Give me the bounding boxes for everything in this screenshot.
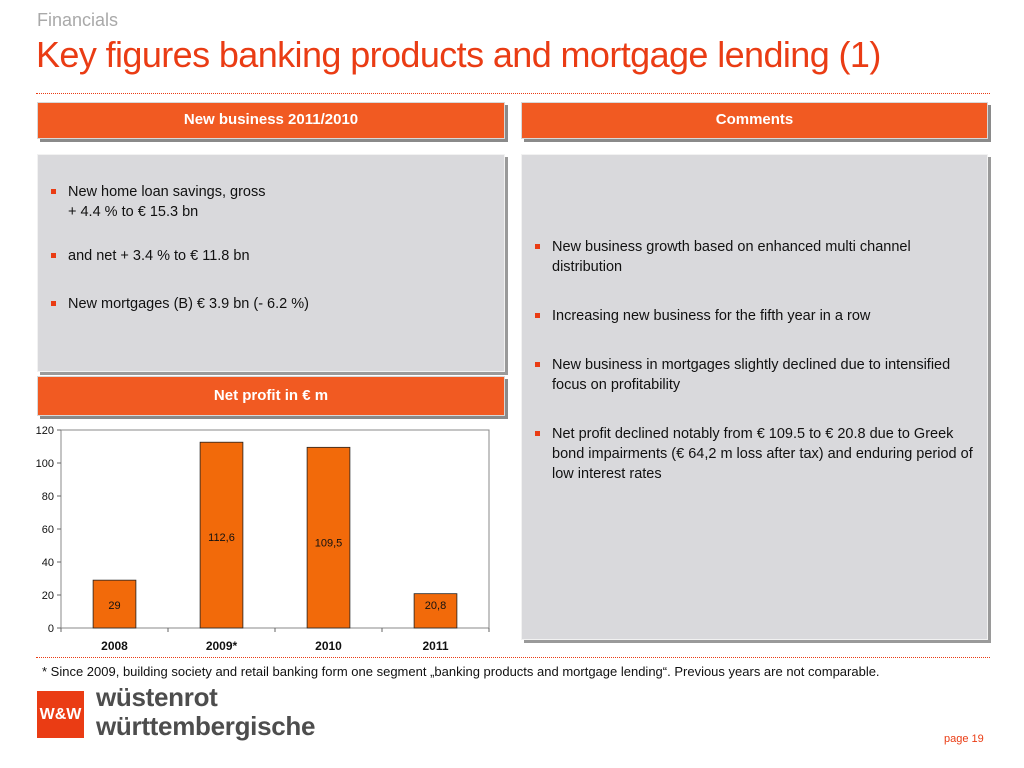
new-business-item-line1: New mortgages (B) € 3.9 bn (- 6.2 %) (68, 296, 309, 312)
new-business-item (38, 246, 504, 266)
logo-line2: württembergische (96, 711, 316, 741)
x-axis (61, 628, 489, 653)
y-axis (36, 425, 61, 635)
page-number: page 19 (944, 733, 984, 745)
new-business-item (38, 182, 504, 222)
new-business-item-line1: and net + 3.4 % to € 11.8 bn (68, 248, 250, 264)
comments-panel (521, 154, 988, 640)
data-label: 112,6 (208, 532, 235, 545)
y-tick-label: 60 (41, 524, 54, 536)
page-title: Key figures banking products and mortgage lending (1) (36, 34, 881, 75)
data-label: 20,8 (424, 600, 447, 612)
x-tick-label: 2008 (101, 639, 128, 653)
comment-item: New business growth based on enhanced multi channel distribution (522, 237, 973, 277)
y-tick-label: 40 (41, 557, 54, 569)
y-tick-label: 100 (35, 458, 54, 470)
y-tick-label: 120 (35, 425, 54, 437)
title-divider (36, 93, 990, 94)
company-logo-icon (37, 691, 84, 738)
new-business-header: New business 2011/2010 (37, 102, 505, 139)
data-label: 109,5 (314, 537, 343, 550)
footnote: * Since 2009, building society and retail banking form one segment „banking products and mortgage lending“. Previous years are not comparable. (42, 664, 880, 679)
x-tick-label: 2010 (315, 639, 342, 653)
y-tick-label: 0 (47, 623, 54, 635)
y-tick-label: 20 (41, 590, 54, 602)
new-business-item (38, 294, 504, 314)
comments-header: Comments (521, 102, 988, 139)
new-business-list (38, 182, 504, 314)
company-logo-wordmark (96, 683, 315, 741)
comments-list (522, 237, 987, 484)
new-business-item-line1: New home loan savings, gross (68, 184, 266, 200)
net-profit-chart (30, 420, 500, 656)
y-tick-label: 80 (41, 491, 54, 503)
logo-mark-text: W&W (39, 705, 82, 723)
x-tick-label: 2009* (205, 639, 238, 653)
section-label: Financials (37, 10, 119, 30)
footnote-divider (36, 657, 990, 658)
comment-item: New business in mortgages slightly declined due to intensified focus on profitability (522, 355, 973, 395)
data-label: 29 (108, 600, 121, 612)
comment-item: Increasing new business for the fifth year in a row (522, 306, 973, 326)
net-profit-header: Net profit in € m (37, 376, 505, 416)
comment-item: Net profit declined notably from € 109.5 to € 20.8 due to Greek bond impairments (€ 64,2 m loss after tax) and enduring period of low interest rates (522, 424, 973, 484)
new-business-item-line2: + 4.4 % to € 15.3 bn (68, 204, 199, 220)
new-business-panel (37, 154, 505, 372)
logo-line1: wüstenrot (96, 682, 218, 712)
x-tick-label: 2011 (422, 639, 449, 653)
